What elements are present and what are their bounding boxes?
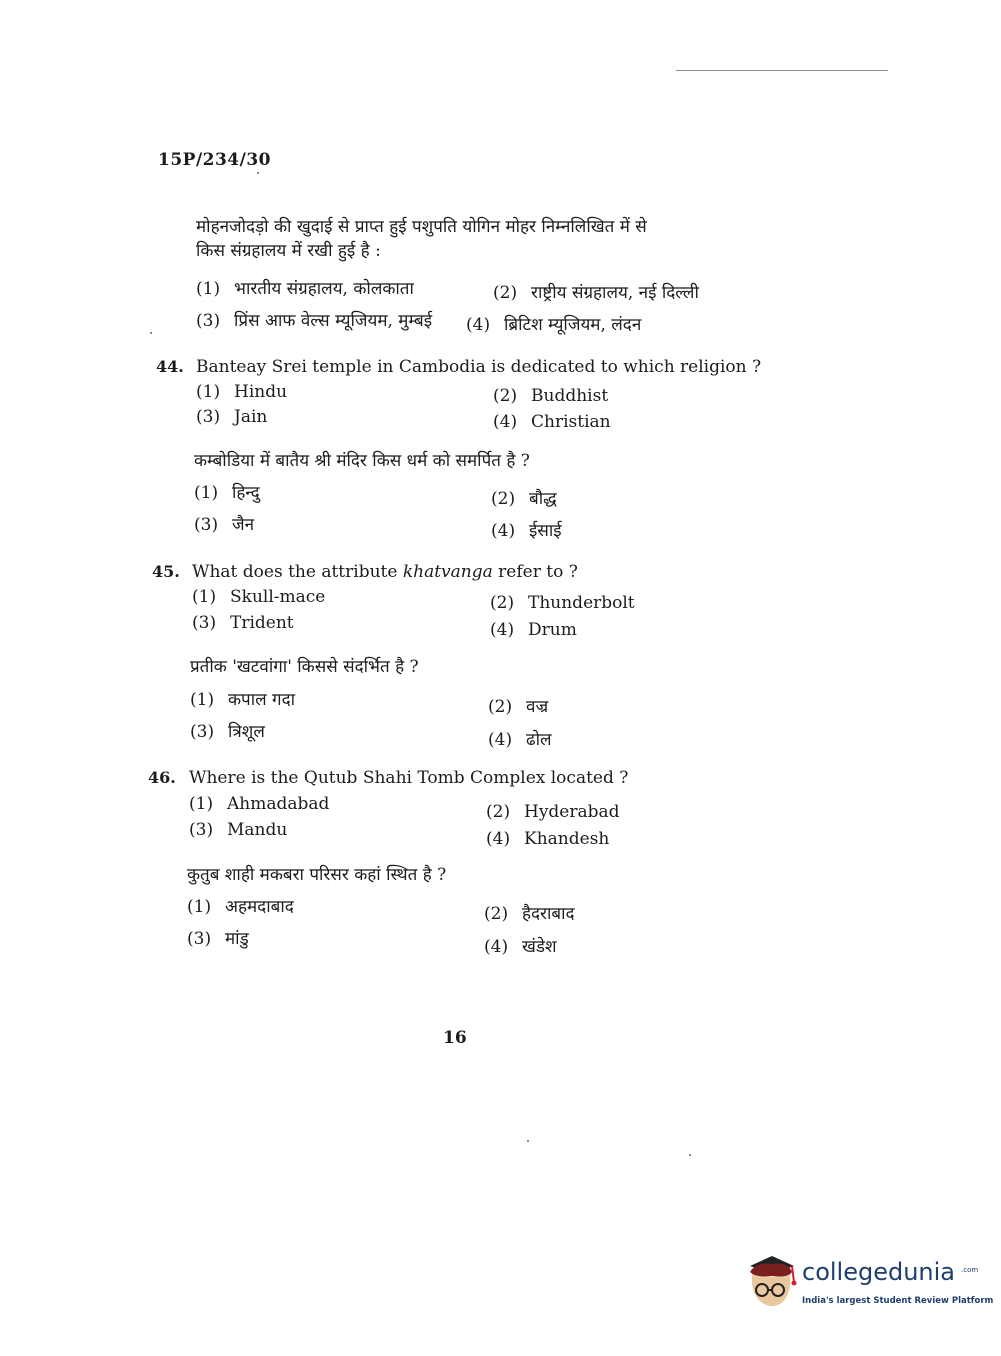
q45-hindi-option-3: (3) त्रिशूल — [190, 722, 265, 742]
q43-option-2: (2) राष्ट्रीय संग्रहालय, नई दिल्ली — [493, 283, 699, 303]
q44-question: Banteay Srei temple in Cambodia is dedicated to which religion ? — [196, 357, 762, 377]
q44-number: 44. — [156, 357, 184, 376]
q45-option-4: (4) Drum — [490, 620, 577, 640]
q43-option-3: (3) प्रिंस आफ वेल्स म्यूजियम, मुम्बई — [196, 311, 433, 331]
collegedunia-watermark — [742, 1252, 994, 1314]
q43-option-4: (4) ब्रिटिश म्यूजियम, लंदन — [466, 315, 642, 335]
q46-hindi-option-3: (3) मांडु — [187, 929, 249, 949]
q45-hindi-option-1: (1) कपाल गदा — [190, 690, 296, 710]
q46-hindi-option-1: (1) अहमदाबाद — [187, 897, 294, 917]
q44-hindi-option-4: (4) ईसाई — [491, 521, 562, 541]
q44-hindi-option-3: (3) जैन — [194, 515, 255, 535]
q45-hindi-question: प्रतीक 'खटवांगा' किससे संदर्भित है ? — [190, 657, 419, 677]
q44-option-1: (1) Hindu — [196, 382, 288, 402]
brand-suffix: .com — [961, 1266, 979, 1274]
brand-tagline: India's largest Student Review Platform — [802, 1296, 994, 1306]
q44-option-4: (4) Christian — [493, 412, 611, 432]
q46-number: 46. — [148, 768, 176, 787]
q45-hindi-option-2: (2) वज्र — [488, 697, 549, 717]
q43-option-1: (1) भारतीय संग्रहालय, कोलकाता — [196, 279, 414, 299]
mascot-icon — [742, 1252, 800, 1312]
q46-question: Where is the Qutub Shahi Tomb Complex located ? — [189, 768, 629, 788]
scan-speck — [689, 1154, 691, 1156]
q44-hindi-option-2: (2) बौद्ध — [491, 489, 557, 509]
q46-hindi-option-2: (2) हैदराबाद — [484, 904, 575, 924]
q46-option-2: (2) Hyderabad — [486, 802, 620, 822]
q44-hindi-question: कम्बोडिया में बातैय श्री मंदिर किस धर्म को समर्पित है ? — [194, 451, 530, 471]
q46-option-4: (4) Khandesh — [486, 829, 610, 849]
q45-option-1: (1) Skull-mace — [192, 587, 326, 607]
page-number: 16 — [443, 1028, 467, 1048]
paper-code: 15P/234/30 — [158, 150, 272, 170]
q44-hindi-option-1: (1) हिन्दु — [194, 483, 260, 503]
q43-hindi-line-1: मोहनजोदड़ो की खुदाई से प्राप्त हुई पशुपति योगिन मोहर निम्नलिखित में से — [196, 217, 647, 237]
q46-option-3: (3) Mandu — [189, 820, 288, 840]
scan-speck — [257, 172, 259, 174]
top-rule — [676, 70, 888, 71]
q46-hindi-question: कुतुब शाही मकबरा परिसर कहां स्थित है ? — [187, 865, 447, 885]
q45-option-2: (2) Thunderbolt — [490, 593, 635, 613]
q44-option-3: (3) Jain — [196, 407, 268, 427]
q45-number: 45. — [152, 562, 180, 581]
brand-name: collegedunia — [802, 1258, 956, 1286]
q45-question: What does the attribute khatvanga refer to ? — [192, 562, 578, 582]
q46-hindi-option-4: (4) खंडेश — [484, 937, 557, 957]
scan-speck — [527, 1140, 529, 1142]
q45-option-3: (3) Trident — [192, 613, 294, 633]
q46-option-1: (1) Ahmadabad — [189, 794, 330, 814]
q45-hindi-option-4: (4) ढोल — [488, 730, 552, 750]
q43-hindi-line-2: किस संग्रहालय में रखी हुई है : — [196, 241, 381, 261]
q44-option-2: (2) Buddhist — [493, 386, 609, 406]
scan-speck — [150, 332, 152, 334]
